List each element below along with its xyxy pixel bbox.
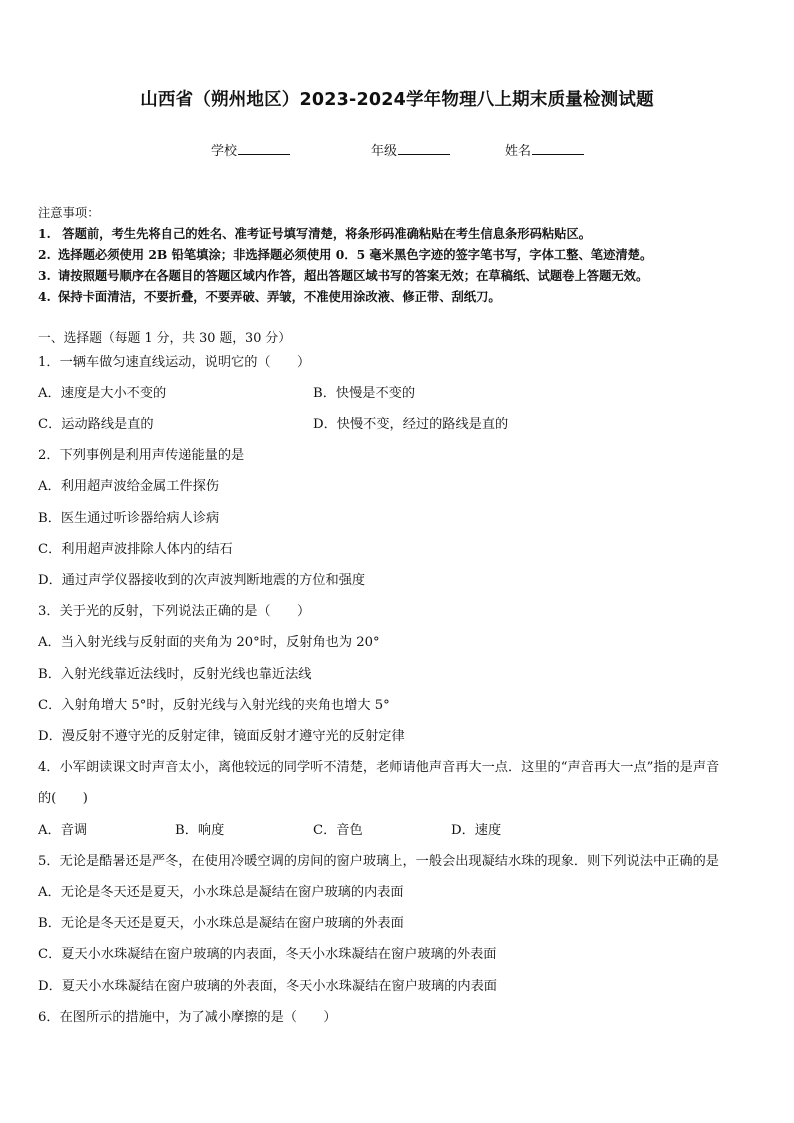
question-4-stem: 4．小军朗读课文时声音太小，离他较远的同学听不清楚，老师请他声音再大一点．这里的“声音再大一点”指的是声音 bbox=[38, 760, 720, 775]
question-5-option-c: C．夏天小水珠凝结在窗户玻璃的内表面，冬天小水珠凝结在窗户玻璃的外表面 bbox=[38, 947, 497, 962]
page-title: 山西省（朔州地区）2023-2024学年物理八上期末质量检测试题 bbox=[140, 90, 654, 110]
note-text: 选择题必须使用 2B 铅笔填涂；非选择题必须使用 0．5 毫米黑色字迹的签字笔书写，字体工整、笔迹清楚。 bbox=[58, 247, 653, 262]
note-item bbox=[38, 265, 758, 286]
question-5-option-d: D．夏天小水珠凝结在窗户玻璃的外表面，冬天小水珠凝结在窗户玻璃的内表面 bbox=[38, 979, 497, 994]
note-number: 4. bbox=[38, 289, 51, 304]
note-text: 答题前，考生先将自己的姓名、准考证号填写清楚，将条形码准确粘贴在考生信息条形码粘贴区。 bbox=[58, 226, 592, 241]
question-2-option-c: C．利用超声波排除人体内的结石 bbox=[38, 542, 233, 557]
question-3-option-d: D．漫反射不遵守光的反射定律，镜面反射才遵守光的反射定律 bbox=[38, 729, 405, 744]
student-info-fields bbox=[0, 140, 794, 160]
question-6-stem: 6．在图所示的措施中，为了减小摩擦的是（ ） bbox=[38, 1010, 337, 1025]
question-1-option-b: B．快慢是不变的 bbox=[313, 386, 416, 401]
school-blank bbox=[238, 142, 290, 155]
school-label: 学校 bbox=[211, 144, 238, 159]
note-item bbox=[38, 244, 758, 265]
note-item bbox=[38, 223, 758, 244]
section-title: 一、选择题（每题 1 分，共 30 题，30 分） bbox=[38, 331, 292, 346]
question-2-option-a: A．利用超声波给金属工件探伤 bbox=[38, 479, 219, 494]
question-1-option-d: D．快慢不变，经过的路线是直的 bbox=[313, 417, 509, 432]
school-field bbox=[211, 140, 290, 159]
question-2-stem: 2．下列事例是利用声传递能量的是 bbox=[38, 448, 245, 463]
notes-heading: 注意事项： bbox=[38, 206, 100, 220]
name-label: 姓名 bbox=[505, 144, 532, 159]
notes-section bbox=[38, 203, 758, 307]
name-blank bbox=[532, 142, 584, 155]
note-number: 2. bbox=[38, 247, 51, 262]
question-5-option-a: A．无论是冬天还是夏天，小水珠总是凝结在窗户玻璃的内表面 bbox=[38, 885, 404, 900]
question-3-option-a: A．当入射光线与反射面的夹角为 20°时，反射角也为 20° bbox=[38, 635, 380, 650]
note-number: 3. bbox=[38, 268, 51, 283]
question-2-option-b: B．医生通过听诊器给病人诊病 bbox=[38, 511, 220, 526]
question-1-option-a: A．速度是大小不变的 bbox=[38, 386, 167, 401]
question-1-option-c: C．运动路线是直的 bbox=[38, 417, 154, 432]
question-4-option-c: C．音色 bbox=[313, 823, 363, 838]
note-text: 保持卡面清洁，不要折叠，不要弄破、弄皱，不准使用涂改液、修正带、刮纸刀。 bbox=[58, 289, 501, 304]
note-number: 1. bbox=[38, 226, 51, 241]
question-4-option-d: D．速度 bbox=[451, 823, 502, 838]
question-3-option-b: B．入射光线靠近法线时，反射光线也靠近法线 bbox=[38, 667, 312, 682]
grade-field bbox=[371, 140, 450, 159]
question-3-stem: 3．关于光的反射，下列说法正确的是（ ） bbox=[38, 604, 311, 619]
note-text: 请按照题号顺序在各题目的答题区域内作答，超出答题区域书写的答案无效；在草稿纸、试题卷上答题无效。 bbox=[58, 268, 649, 283]
question-4-option-a: A．音调 bbox=[38, 823, 88, 838]
question-5-stem: 5．无论是酷暑还是严冬，在使用冷暖空调的房间的窗户玻璃上，一般会出现凝结水珠的现象．则下列说法中正确的是 bbox=[38, 854, 719, 869]
question-1-stem: 1．一辆车做匀速直线运动，说明它的（ ） bbox=[38, 355, 311, 370]
question-3-option-c: C．入射角增大 5°时，反射光线与入射光线的夹角也增大 5° bbox=[38, 698, 390, 713]
question-4-option-b: B．响度 bbox=[175, 823, 225, 838]
question-5-option-b: B．无论是冬天还是夏天，小水珠总是凝结在窗户玻璃的外表面 bbox=[38, 916, 404, 931]
grade-label: 年级 bbox=[371, 144, 398, 159]
grade-blank bbox=[398, 142, 450, 155]
name-field bbox=[505, 140, 584, 159]
note-item bbox=[38, 286, 758, 307]
question-4-stem-continued: 的( ) bbox=[38, 791, 88, 806]
question-2-option-d: D．通过声学仪器接收到的次声波判断地震的方位和强度 bbox=[38, 573, 366, 588]
